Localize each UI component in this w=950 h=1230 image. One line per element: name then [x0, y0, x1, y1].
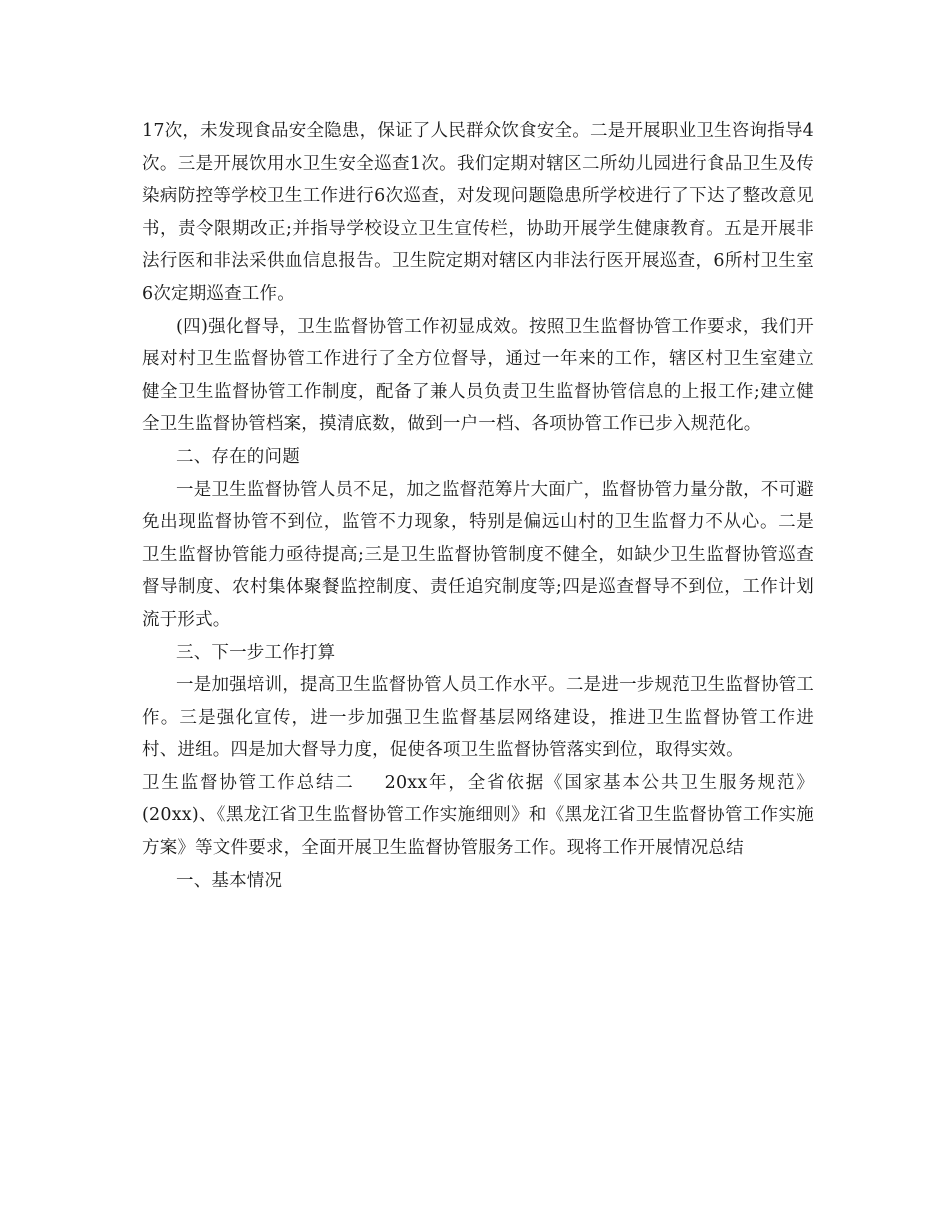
summary-text: 20xx年，全省依据《国家基本公共卫生服务规范》(20xx)、《黑龙江省卫生监督协管工作实施细则》和《黑龙江省卫生监督协管工作实施方案》等文件要求，全面开展卫生监督协管服务工作。现将工作开展情况总结: [142, 772, 815, 859]
document-page: [142, 115, 814, 897]
heading-problems: 二、存在的问题: [176, 446, 300, 467]
summary-title: 卫生监督协管工作总结二: [142, 772, 355, 793]
paragraph-problems: 一是卫生监督协管人员不足，加之监督范筹片大面广，监督协管力量分散，不可避免出现监督协管不到位，监管不力现象，特别是偏远山村的卫生监督力不从心。二是卫生监督协管能力亟待提高;三是卫生监督协管制度不健全，如缺少卫生监督协管巡查督导制度、农村集体聚餐监控制度、责任追究制度等;四是巡查督导不到位，工作计划流于形式。: [142, 479, 814, 630]
paragraph-food-safety: 17次，未发现食品安全隐患，保证了人民群众饮食安全。二是开展职业卫生咨询指导4次。三是开展饮用水卫生安全巡查1次。我们定期对辖区二所幼儿园进行食品卫生及传染病防控等学校卫生工作进行6次巡查，对发现问题隐患所学校进行了下达了整改意见书，责令限期改正;并指导学校设立卫生宣传栏，协助开展学生健康教育。五是开展非法行医和非法采供血信息报告。卫生院定期对辖区内非法行医开展巡查，6所村卫生室6次定期巡查工作。: [142, 121, 814, 304]
paragraph-next-steps: 一是加强培训，提高卫生监督协管人员工作水平。二是进一步规范卫生监督协管工作。三是强化宣传，进一步加强卫生监督基层网络建设，推进卫生监督协管工作进村、进组。四是加大督导力度，促使各项卫生监督协管落实到位，取得实效。: [142, 675, 814, 761]
paragraph-supervision: (四)强化督导，卫生监督协管工作初显成效。按照卫生监督协管工作要求，我们开展对村卫生监督协管工作进行了全方位督导，通过一年来的工作，辖区村卫生室建立健全卫生监督协管工作制度，配备了兼人员负责卫生监督协管信息的上报工作;建立健全卫生监督协管档案，摸清底数，做到一户一档、各项协管工作已步入规范化。: [142, 316, 814, 435]
heading-next-steps: 三、下一步工作打算: [176, 642, 336, 663]
heading-basic-situation: 一、基本情况: [176, 870, 283, 891]
paragraph-summary-two: [142, 767, 814, 865]
